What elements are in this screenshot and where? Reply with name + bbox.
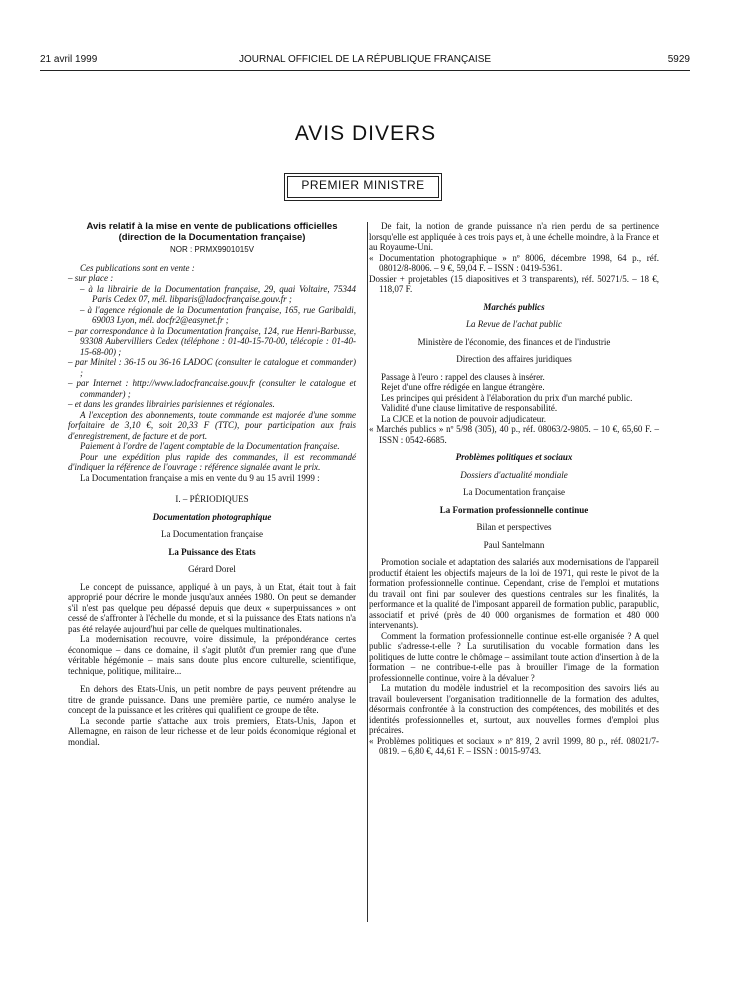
publication-reference: « Problèmes politiques et sociaux » nº 819, 2 avril 1999, 80 p., réf. 08021/7-0819. – 6,80 €, 44,61 F. – ISSN : 0015-9743. [369, 735, 659, 756]
sales-point-item: Paiement à l'ordre de l'agent comptable de la Documentation française. [80, 441, 340, 451]
sales-point-item: Ces publications sont en vente : [80, 262, 195, 273]
publication-summary [68, 582, 356, 748]
left-column [68, 221, 356, 747]
summary-paragraph: La modernisation recouvre, voire dissimule, la prépondérance certes économique – dans ce domaine, il s'agit plutôt d'un premier rang que d'une véritable hégémonie – mais sans doute plus encore culturelle, scientifique, technique, politique, militaire... [68, 634, 356, 676]
publication-reference: « Documentation photographique » nº 8006, décembre 1998, 64 p., réf. 08012/8-8006. – 9 €, 59,04 F. – ISSN : 0419-5361. [369, 252, 659, 273]
spacer [68, 557, 356, 564]
notice-title-line-2: (direction de la Documentation française) [118, 232, 306, 243]
sales-point-item: – à la librairie de la Documentation française, 29, quai Voltaire, 75344 Paris Cedex 07, mél. libparis@ladocfrançaise.gouv.fr ; [80, 283, 356, 304]
summary-paragraph: La mutation du modèle industriel et la recomposition des savoirs liés au travail bouleversent l'organisation traditionnelle de la formation des adultes, désormais confrontée à la construction des compétences, des mobilités et des identités professionnelles et, surtout, aux nouvelles formes d'emploi plus précaires. [369, 683, 659, 735]
sales-points-list [68, 263, 356, 484]
contents-item: La CJCE et la notion de pouvoir adjudicateur. [381, 413, 546, 424]
spacer [369, 515, 659, 522]
ministry-name: Ministère de l'économie, des finances et de l'industrie [417, 336, 611, 347]
contents-item: Validité d'une clause limitative de responsabilité. [381, 403, 558, 413]
ministry-label: PREMIER MINISTRE [301, 178, 425, 192]
notice-title [68, 221, 356, 243]
header-date: 21 avril 1999 [40, 54, 98, 65]
spacer [369, 365, 659, 372]
series-subtitle: Dossiers d'actualité mondiale [460, 469, 568, 480]
ministry-box [284, 173, 442, 201]
spacer [369, 330, 659, 337]
publication-author: Paul Santelmann [483, 539, 545, 550]
spacer [369, 347, 659, 354]
spacer [369, 550, 659, 557]
spacer [68, 540, 356, 547]
publication-title: La Formation professionnelle continue [439, 504, 589, 515]
publication-title: La Puissance des Etats [168, 546, 256, 557]
sales-point-item: A l'exception des abonnements, toute commande est majorée d'une somme forfaitaire de 3,10 €, soit 20,33 F (TTC), pour participation aux frais d'enregistrement, de facture et de port. [68, 409, 356, 441]
sales-point-item: – à l'agence régionale de la Documentation française, 165, rue Garibaldi, 69003 Lyon, mél. docfr2@easynet.fr ; [80, 304, 356, 325]
series-title: Marchés publics [483, 301, 545, 312]
contents-item: Rejet d'une offre rédigée en langue étrangère. [381, 382, 545, 392]
publisher: La Documentation française [463, 487, 565, 497]
contents-item: Les principes qui président à l'élaboration du prix d'un marché public. [381, 392, 633, 403]
spacer [68, 575, 356, 582]
notice-title-line-1: Avis relatif à la mise en vente de publications officielles [86, 221, 338, 232]
sales-point-item: – par correspondance à la Documentation française, 124, rue Henri-Barbusse, 93308 Aubervilliers Cedex (téléphone : 01-40-15-70-00, télécopie : 01-40-15-68-00) ; [68, 325, 356, 357]
spacer [68, 522, 356, 529]
periodiques-heading: I. – PÉRIODIQUES [175, 494, 249, 504]
summary-paragraph: Promotion sociale et adaptation des salariés aux modernisations de l'appareil productif étaient les objectifs majeurs de la loi de 1971, qui reste le pivot de la formation professionnelle continue. Cependant, crise de l'emploi et mutations du travail ont fini par soulever des questions centrales sur les finalités, la performance et la qualité de l'imposant appareil de formation public, parapublic, associatif et privé (près de 40 000 organismes de formation et 480 000 intervenants). [369, 557, 659, 630]
header-journal: JOURNAL OFFICIEL DE LA RÉPUBLIQUE FRANÇAISE [238, 54, 492, 65]
section-title: AVIS DIVERS [294, 122, 437, 145]
sales-point-item: – sur place : [68, 273, 114, 283]
sales-point-item: – et dans les grandes librairies parisiennes et régionales. [68, 399, 275, 409]
sales-point-item: Pour une expédition plus rapide des commandes, il est recommandé d'indiquer la référence de l'ouvrage : référence signalée avant le prix. [68, 451, 356, 472]
spacer [369, 463, 659, 470]
contents-item: Passage à l'euro : rappel des clauses à insérer. [381, 371, 545, 382]
sales-point-item: La Documentation française a mis en vente du 9 au 15 avril 1999 : [80, 472, 320, 483]
series-title: Documentation photographique [152, 511, 272, 522]
spacer [68, 256, 356, 263]
sales-point-item: – par Minitel : 36-15 ou 36-16 LADOC (consulter le catalogue et commander) ; [68, 357, 356, 378]
series-subtitle: La Revue de l'achat public [466, 319, 562, 329]
spacer [68, 483, 356, 494]
contents-list [369, 372, 659, 425]
right-column [369, 221, 659, 757]
spacer [369, 533, 659, 540]
header-page-number: 5929 [667, 54, 690, 65]
publication-reference: Dossier + projetables (15 diapositives et 3 transparents), réf. 50271/5. – 18 €, 118,07 F. [369, 273, 659, 294]
publication-subtitle: Bilan et perspectives [476, 522, 552, 532]
summary-paragraph: Comment la formation professionnelle continue est-elle organisée ? A quel public s'adresse-t-elle ? La surutilisation du vocable formation dans les politiques de lutte contre le chômage – assimilant toute action d'insertion à de la formation – ne contribue-t-elle pas à brouiller l'image de la formation professionnelle continue, voire à la dévaluer ? [369, 630, 659, 683]
summary-paragraph: Le concept de puissance, appliqué à un pays, à un Etat, était tout à fait approprié pour décrire le monde jusqu'aux années 1980. On peut se demander s'il n'est pas quelque peu dépassé depuis que deux « superpuissances » ont cessé de s'affronter à l'échelle du monde, et si la puissance des Etats nations n'a pas été relayée aujourd'hui par celle de quelques multinationales. [68, 581, 356, 634]
spacer [369, 498, 659, 505]
spacer [369, 445, 659, 452]
nor-reference: NOR : PRMX9901015V [169, 245, 255, 254]
series-title: Problèmes politiques et sociaux [455, 452, 573, 462]
direction-name: Direction des affaires juridiques [456, 354, 572, 364]
summary-paragraph: De fait, la notion de grande puissance n'a rien perdu de sa pertinence lorsqu'elle est appliquée à ces trois pays et, à une échelle moindre, à la France et au Royaume-Uni. [369, 221, 659, 252]
publication-author: Gérard Dorel [188, 564, 236, 574]
running-header [40, 54, 690, 70]
summary-paragraph: La seconde partie s'attache aux trois premiers, Etats-Unis, Japon et Allemagne, en raison de leur richesse et de leur poids économique régional et mondial. [68, 715, 356, 747]
summary-paragraph: En dehors des Etats-Unis, un petit nombre de pays peuvent prétendre au titre de grande puissance. Dans une première partie, ce numéro analyse le concept de la puissance et les critères qui qualifient ce groupe de tête. [68, 684, 356, 715]
header-rule [40, 70, 690, 71]
spacer [68, 505, 356, 512]
sales-point-item: – par Internet : http://www.ladocfrancaise.gouv.fr (consulter le catalogue et commander) ; [68, 378, 356, 399]
spacer [369, 295, 659, 302]
column-divider [367, 222, 368, 922]
publication-summary [369, 557, 659, 736]
spacer [369, 312, 659, 319]
publisher: La Documentation française [161, 529, 263, 539]
spacer [369, 480, 659, 487]
publication-reference: « Marchés publics » nº 5/98 (305), 40 p., réf. 08063/2-9805. – 10 €, 65,60 F. – ISSN : 0542-6685. [369, 424, 659, 445]
